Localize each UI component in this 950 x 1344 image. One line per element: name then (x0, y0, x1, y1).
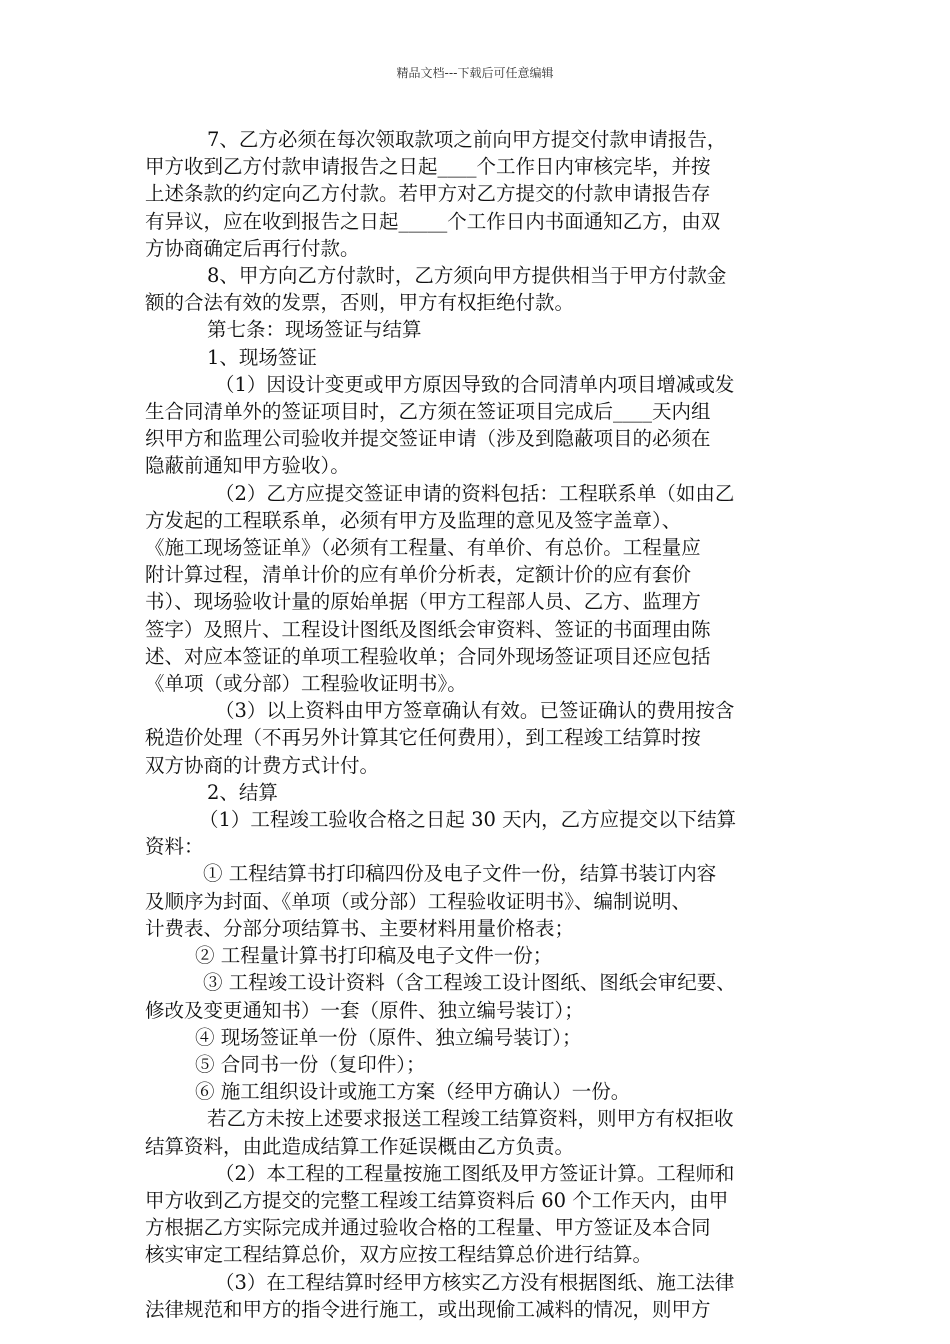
text-line: ④ 现场签证单一份（原件、独立编号装订）； (195, 1025, 582, 1049)
text-line: 隐蔽前通知甲方验收）。 (145, 454, 350, 478)
text-line: 有异议，应在收到报告之日起_____个工作日内书面通知乙方，由双 (145, 209, 721, 233)
text-line: 计费表、分部分项结算书、主要材料用量价格表； (145, 916, 575, 940)
text-line: 8、甲方向乙方付款时，乙方须向甲方提供相当于甲方付款金 (207, 264, 727, 288)
text-line: 签字）及照片、工程设计图纸及图纸会审资料、签证的书面理由陈 (145, 617, 711, 641)
text-line: 附计算过程，清单计价的应有单价分析表，定额计价的应有套价 (145, 563, 692, 587)
text-line: ② 工程量计算书打印稿及电子文件一份； (195, 944, 553, 968)
text-line: 及顺序为封面、《单项（或分部）工程验收证明书》、编制说明、 (145, 889, 692, 913)
text-line: 上述条款的约定向乙方付款。若甲方对乙方提交的付款申请报告存 (145, 182, 711, 206)
text-line: ⑤ 合同书一份（复印件）； (195, 1052, 426, 1076)
text-line: （3）在工程结算时经甲方核实乙方没有根据图纸、施工法律 (215, 1270, 735, 1294)
document-body (145, 126, 825, 1323)
text-line: 额的合法有效的发票，否则，甲方有权拒绝付款。 (145, 291, 575, 315)
text-line: 书）、现场验收计量的原始单据（甲方工程部人员、乙方、监理方 (145, 590, 701, 614)
text-line: ⑥ 施工组织设计或施工方案（经甲方确认）一份。 (195, 1080, 631, 1104)
text-line: 方协商确定后再行付款。 (145, 236, 360, 260)
text-line: （1）因设计变更或甲方原因导致的合同清单内项目增减或发 (215, 372, 735, 396)
text-line: （2）本工程的工程量按施工图纸及甲方签证计算。工程师和 (215, 1161, 735, 1185)
text-line: 双方协商的计费方式计付。 (145, 753, 380, 777)
text-line: 修改及变更通知书）一套（原件、独立编号装订）； (145, 998, 584, 1022)
text-line: 1、现场签证 (207, 345, 317, 369)
text-line: 2、结算 (207, 780, 278, 804)
text-line: 资料： (145, 835, 204, 859)
text-line: 生合同清单外的签证项目时，乙方须在签证项目完成后____天内组 (145, 400, 711, 424)
text-line: 述、对应本签证的单项工程验收单；合同外现场签证项目还应包括 (145, 644, 711, 668)
text-line: 7、乙方必须在每次领取款项之前向甲方提交付款申请报告， (207, 128, 727, 151)
text-line: 结算资料，由此造成结算工作延误概由乙方负责。 (145, 1134, 575, 1158)
text-line: ① 工程结算书打印稿四份及电子文件一份，结算书装订内容 (203, 862, 717, 886)
text-line: （1）工程竣工验收合格之日起 30 天内，乙方应提交以下结算 (199, 808, 737, 832)
page-header: 精品文档---下载后可任意编辑 (396, 66, 554, 80)
text-line: 甲方收到乙方付款申请报告之日起____个工作日内审核完毕，并按 (145, 155, 711, 179)
text-line: 核实审定工程结算总价，双方应按工程结算总价进行结算。 (145, 1243, 653, 1267)
text-line: （3）以上资料由甲方签章确认有效。已签证确认的费用按含 (215, 699, 735, 723)
text-line: 方根据乙方实际完成并通过验收合格的工程量、甲方签证及本合同 (145, 1216, 711, 1240)
text-line: 甲方收到乙方提交的完整工程竣工结算资料后 60 个工作天内，由甲 (145, 1188, 729, 1212)
text-line: 《单项（或分部）工程验收证明书》。 (145, 672, 467, 696)
text-line: 织甲方和监理公司验收并提交签证申请（涉及到隐蔽项目的必须在 (145, 427, 711, 451)
text-line: ③ 工程竣工设计资料（含工程竣工设计图纸、图纸会审纪要、 (203, 971, 736, 995)
text-line: 方发起的工程联系单，必须有甲方及监理的意见及签字盖章）、 (145, 508, 682, 532)
text-line: 第七条：现场签证与结算 (207, 318, 422, 342)
text-line: 若乙方未按上述要求报送工程竣工结算资料，则甲方有权拒收 (207, 1107, 734, 1131)
text-line: 法律规范和甲方的指令进行施工，或出现偷工减料的情况，则甲方 (145, 1297, 711, 1321)
text-line: 税造价处理（不再另外计算其它任何费用），到工程竣工结算时按 (145, 726, 701, 750)
text-line: （2）乙方应提交签证申请的资料包括：工程联系单（如由乙 (215, 481, 735, 505)
text-line: 《施工现场签证单》（必须有工程量、有单价、有总价。工程量应 (145, 536, 701, 560)
